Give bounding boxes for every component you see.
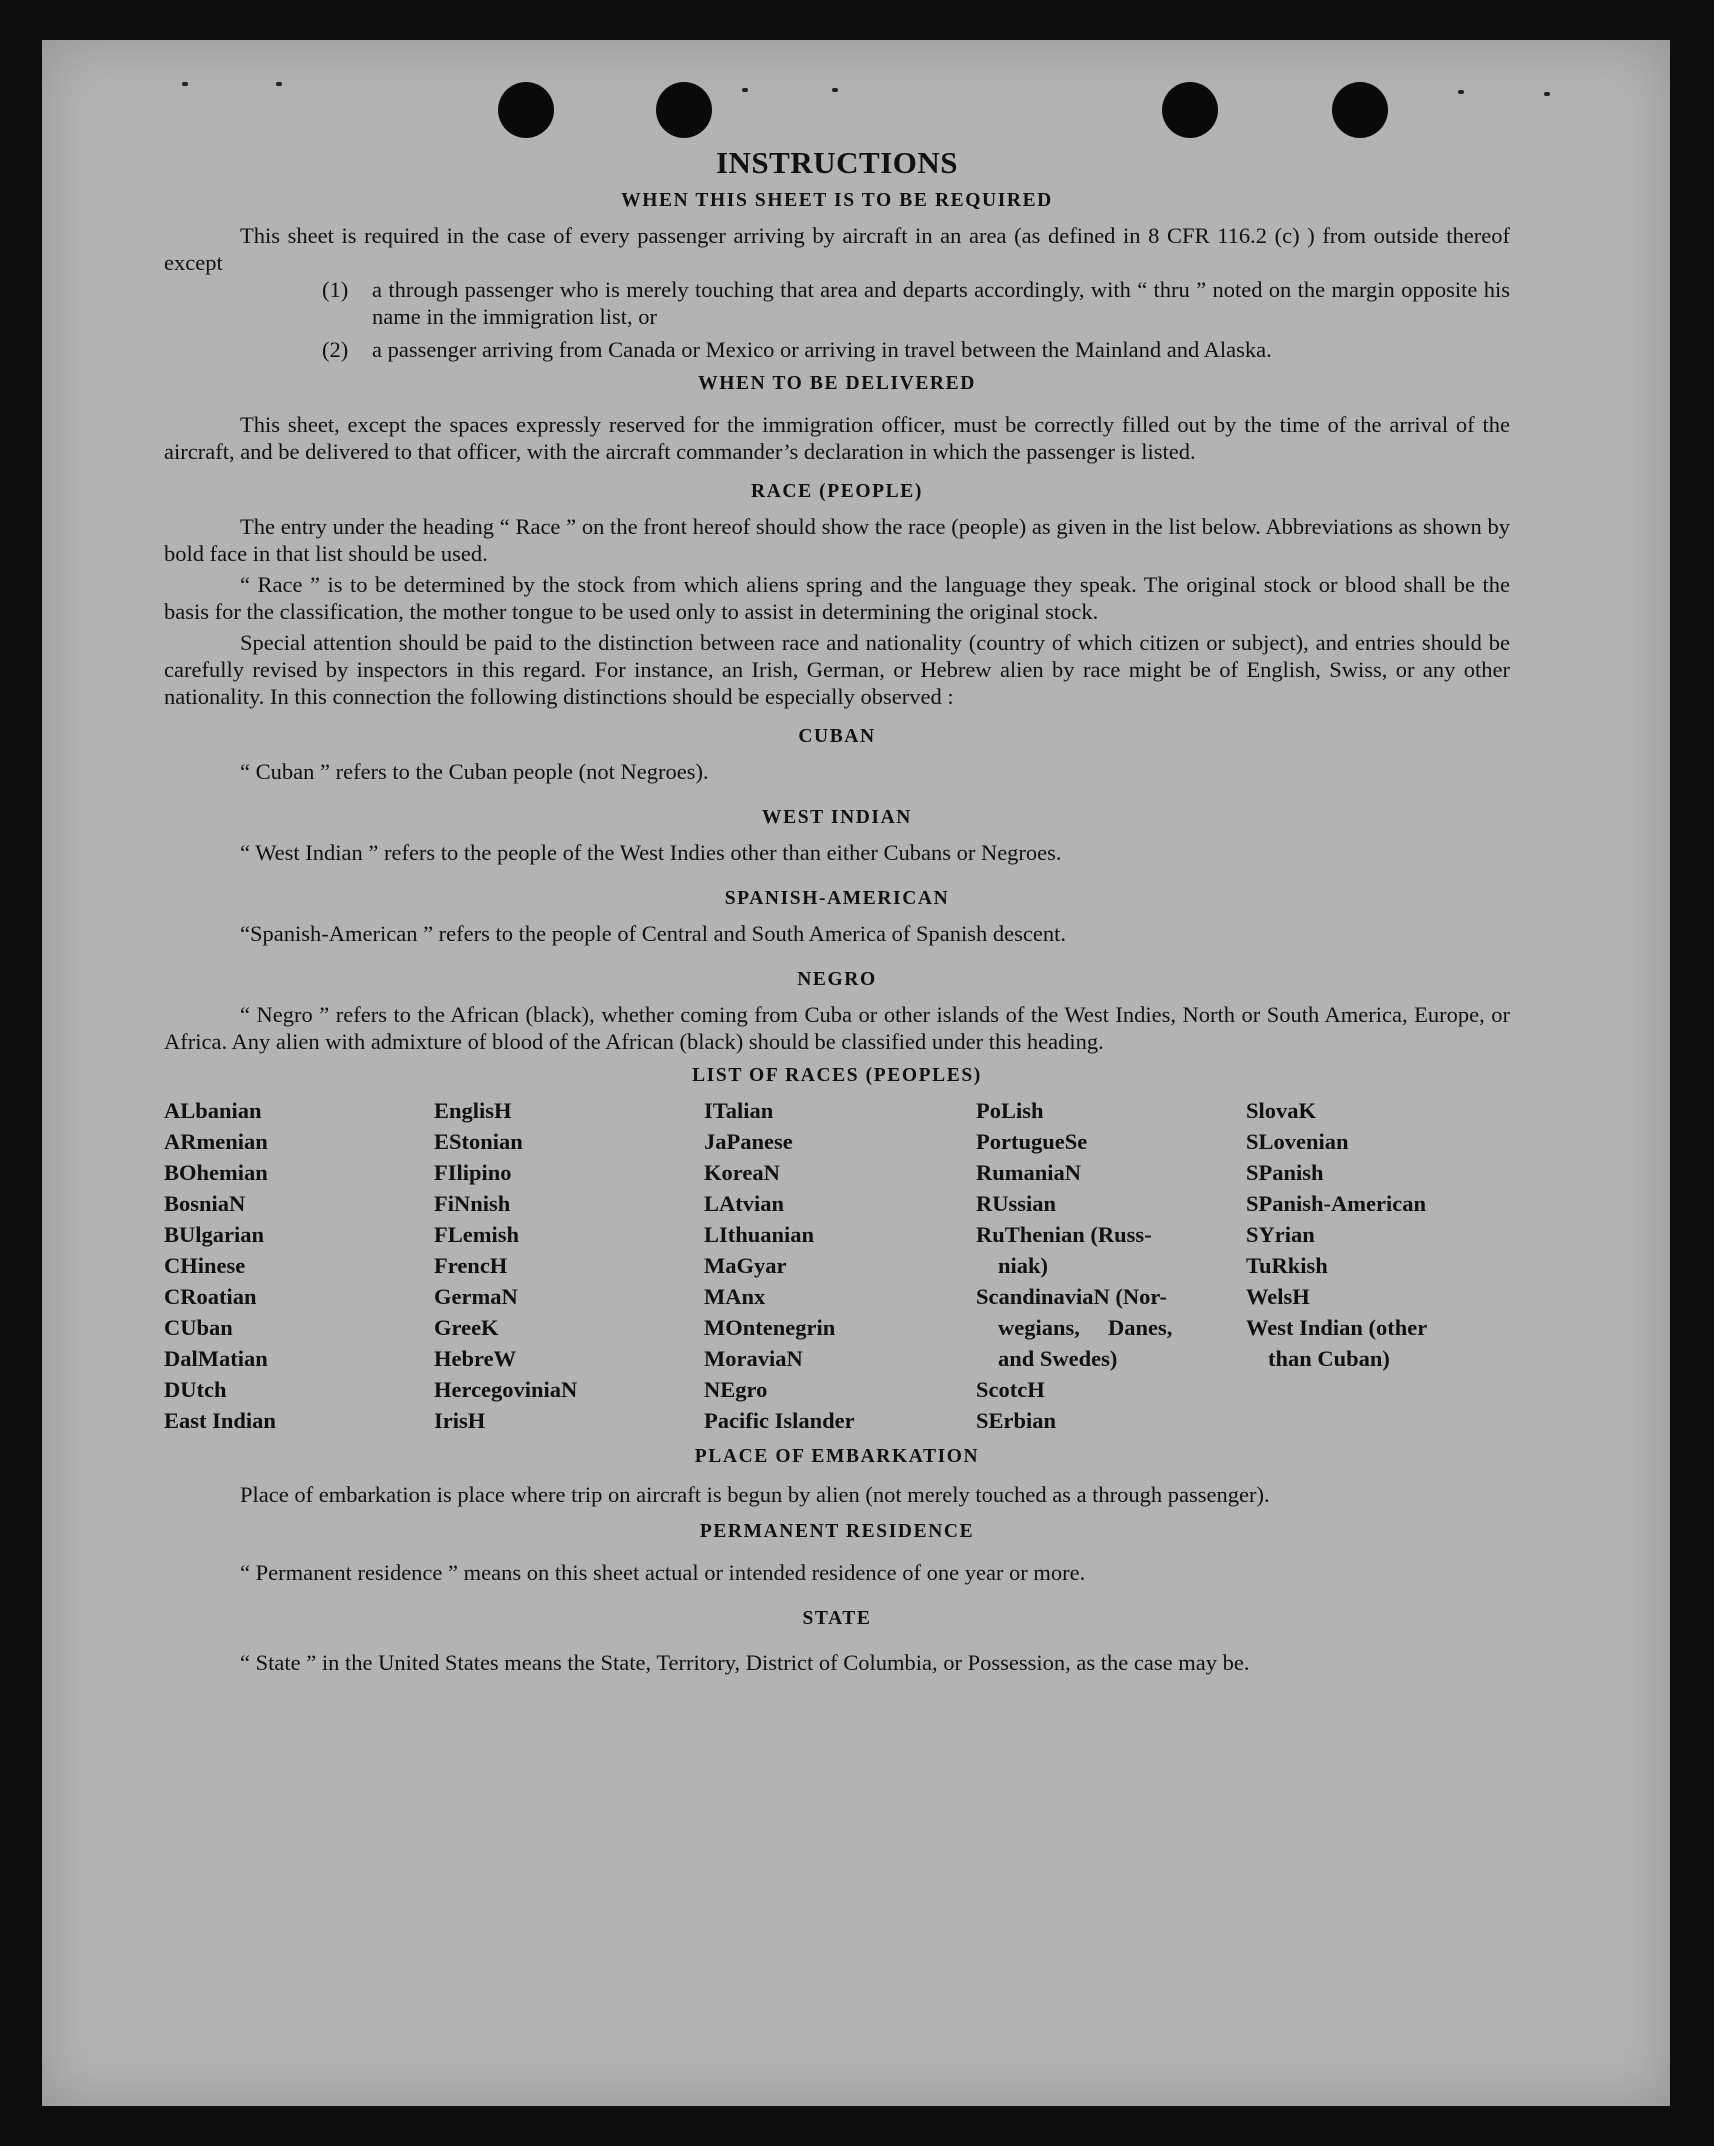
race-entry-continued: niak) <box>998 1253 1049 1278</box>
heading-permanent-residence: PERMANENT RESIDENCE <box>699 1521 975 1542</box>
punch-hole-1 <box>498 82 554 138</box>
embarkation-text: Place of embarkation is place where trip on aircraft is begun by alien (not merely touched as a through passenger). <box>240 1482 1270 1507</box>
races-column-3 <box>704 1095 976 1436</box>
race-entry: LAtvian <box>704 1191 785 1216</box>
when-delivered-text: This sheet, except the spaces expressly reserved for the immigration officer, must be correctly filled out by the time of the arrival of the aircraft, and be delivered to that officer, with the aircraft commander’s declaration in which the passenger is listed. <box>164 412 1510 464</box>
instructions-content <box>164 144 1510 1679</box>
speck <box>742 88 748 92</box>
race-entry: SYrian <box>1246 1222 1315 1247</box>
race-entry: PortugueSe <box>976 1129 1088 1154</box>
race-entry: BOhemian <box>164 1160 268 1185</box>
heading-embarkation: PLACE OF EMBARKATION <box>694 1446 980 1467</box>
race-entry: SPanish-American <box>1246 1191 1426 1216</box>
when-required-intro: This sheet is required in the case of every passenger arriving by aircraft in an area (as defined in 8 CFR 116.2 (c) ) from outside thereof except <box>164 223 1510 275</box>
race-entry: SlovaK <box>1246 1098 1317 1123</box>
permanent-residence-text: “ Permanent residence ” means on this sheet actual or intended residence of one year or more. <box>240 1560 1086 1585</box>
race-entry: PoLish <box>976 1098 1044 1123</box>
races-column-2 <box>434 1095 704 1436</box>
speck <box>182 82 188 86</box>
race-paragraph-3: Special attention should be paid to the distinction between race and nationality (country of which citizen or subject), and entries should be carefully revised by inspectors in this regard. For instance, an Irish, German, or Hebrew alien by race might be of English, Swiss, or any other nationality. In this connection the following distinctions should be especially observed : <box>164 630 1510 709</box>
race-entry: RumaniaN <box>976 1160 1082 1185</box>
race-entry: SLovenian <box>1246 1129 1349 1154</box>
race-entry: CHinese <box>164 1253 246 1278</box>
negro-text: “ Negro ” refers to the African (black), whether coming from Cuba or other islands of the West Indies, North or South America, Europe, or Africa. Any alien with admixture of blood of the African (black) should be classified under this heading. <box>164 1002 1510 1054</box>
heading-cuban: CUBAN <box>798 726 876 747</box>
race-entry: CUban <box>164 1315 233 1340</box>
race-entry: ITalian <box>704 1098 774 1123</box>
race-entry: GreeK <box>434 1315 499 1340</box>
exception-item-2 <box>322 336 1510 363</box>
race-entry: HercegoviniaN <box>434 1377 578 1402</box>
heading-when-required: WHEN THIS SHEET IS TO BE REQUIRED <box>621 190 1053 211</box>
race-paragraph-1: The entry under the heading “ Race ” on the front hereof should show the race (people) as given in the list below. Abbreviations as shown by bold face in that list should be used. <box>164 514 1510 566</box>
race-entry: MaGyar <box>704 1253 787 1278</box>
race-entry: WelsH <box>1246 1284 1310 1309</box>
heading-state: STATE <box>802 1608 872 1629</box>
west-indian-text: “ West Indian ” refers to the people of the West Indies other than either Cubans or Negroes. <box>240 840 1062 865</box>
race-entry: FIlipino <box>434 1160 512 1185</box>
race-entry: RUssian <box>976 1191 1057 1216</box>
race-entry: BUlgarian <box>164 1222 265 1247</box>
race-entry: Pacific Islander <box>704 1408 855 1433</box>
race-entry: RuThenian (Russ- <box>976 1222 1152 1247</box>
speck <box>276 82 282 86</box>
race-entry: SPanish <box>1246 1160 1324 1185</box>
speck <box>1458 90 1464 94</box>
punch-hole-2 <box>656 82 712 138</box>
race-entry: HebreW <box>434 1346 517 1371</box>
exception-item-1 <box>322 276 1510 330</box>
race-entry-continued: and Swedes) <box>998 1346 1118 1371</box>
race-entry: DUtch <box>164 1377 227 1402</box>
item-text: a through passenger who is merely touching that area and departs accordingly, with “ thru ” noted on the margin opposite his name in the immigration list, or <box>372 277 1510 329</box>
item-text: a passenger arriving from Canada or Mexico or arriving in travel between the Mainland and Alaska. <box>372 337 1272 362</box>
race-entry: GermaN <box>434 1284 518 1309</box>
race-entry: CRoatian <box>164 1284 257 1309</box>
race-entry: FLemish <box>434 1222 520 1247</box>
item-number: (1) <box>322 277 349 302</box>
race-entry: BosniaN <box>164 1191 246 1216</box>
race-entry: MOntenegrin <box>704 1315 836 1340</box>
race-entry: DalMatian <box>164 1346 268 1371</box>
race-entry: ARmenian <box>164 1129 268 1154</box>
race-entry-continued: wegians, Danes, <box>998 1315 1173 1340</box>
heading-list-of-races: LIST OF RACES (PEOPLES) <box>692 1065 982 1086</box>
race-paragraph-2: “ Race ” is to be determined by the stock from which aliens spring and the language they speak. The original stock or blood shall be the basis for the classification, the mother tongue to be used only to assist in determining the original stock. <box>164 572 1510 624</box>
race-entry: ALbanian <box>164 1098 262 1123</box>
speck <box>832 88 838 92</box>
race-entry: ScotcH <box>976 1377 1045 1402</box>
race-entry: MAnx <box>704 1284 766 1309</box>
race-entry: JaPanese <box>704 1129 793 1154</box>
race-entry: IrisH <box>434 1408 486 1433</box>
race-entry: MoraviaN <box>704 1346 803 1371</box>
race-entry: FiNnish <box>434 1191 511 1216</box>
heading-west-indian: WEST INDIAN <box>762 807 912 828</box>
state-text: “ State ” in the United States means the State, Territory, District of Columbia, or Possession, as the case may be. <box>240 1650 1250 1675</box>
race-entry: EStonian <box>434 1129 523 1154</box>
heading-spanish-american: SPANISH-AMERICAN <box>724 888 950 909</box>
speck <box>1544 92 1550 96</box>
races-column-5 <box>1246 1095 1510 1436</box>
race-entry: LIthuanian <box>704 1222 815 1247</box>
punch-hole-3 <box>1162 82 1218 138</box>
race-entry: EnglisH <box>434 1098 512 1123</box>
item-number: (2) <box>322 337 349 362</box>
page-title: INSTRUCTIONS <box>715 145 958 180</box>
race-entry: ScandinaviaN (Nor- <box>976 1284 1168 1309</box>
race-entry-continued: than Cuban) <box>1268 1346 1390 1371</box>
race-entry: KoreaN <box>704 1160 780 1185</box>
races-column-1 <box>164 1095 434 1436</box>
race-entry: FrencH <box>434 1253 508 1278</box>
race-entry: West Indian (other <box>1246 1315 1428 1340</box>
punch-hole-4 <box>1332 82 1388 138</box>
heading-negro: NEGRO <box>797 969 877 990</box>
spanish-american-text: “Spanish-American ” refers to the people of Central and South America of Spanish descent. <box>240 921 1066 946</box>
heading-race: RACE (PEOPLE) <box>751 481 923 502</box>
races-list <box>164 1095 1510 1436</box>
heading-when-delivered: WHEN TO BE DELIVERED <box>698 373 976 394</box>
races-column-4 <box>976 1095 1246 1436</box>
cuban-text: “ Cuban ” refers to the Cuban people (not Negroes). <box>240 759 709 784</box>
race-entry: East Indian <box>164 1408 276 1433</box>
race-entry: NEgro <box>704 1377 768 1402</box>
race-entry: SErbian <box>976 1408 1057 1433</box>
race-entry: TuRkish <box>1246 1253 1328 1278</box>
